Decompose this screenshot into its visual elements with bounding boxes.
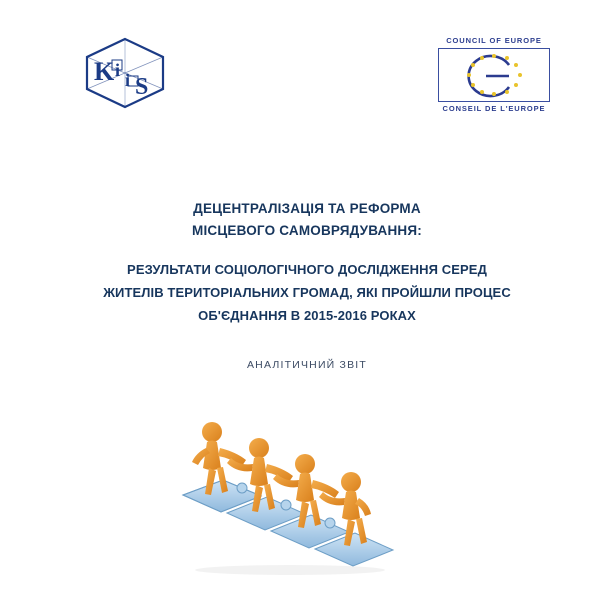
- svg-text:i: i: [115, 60, 121, 80]
- report-type-label: АНАЛІТИЧНИЙ ЗВІТ: [246, 359, 368, 371]
- page-subtitle-line-2: ЖИТЕЛІВ ТЕРИТОРІАЛЬНИХ ГРОМАД, ЯКІ ПРОЙШЛИ ПРОЦЕС: [103, 285, 511, 300]
- cover-title-block: [0, 198, 614, 371]
- page-title-line-1: ДЕЦЕНТРАЛІЗАЦІЯ ТА РЕФОРМА: [193, 201, 421, 216]
- council-of-europe-flag-icon: [438, 48, 550, 102]
- cover-header: [0, 0, 614, 130]
- svg-text:i: i: [125, 70, 131, 90]
- council-of-europe-logo: [438, 36, 550, 112]
- page-title-line-2: МІСЦЕВОГО САМОВРЯДУВАННЯ:: [192, 223, 422, 238]
- coe-top-label: COUNCIL OF EUROPE: [446, 36, 542, 45]
- people-on-puzzle-pieces-illustration: [175, 400, 445, 575]
- page-subtitle-line-1: РЕЗУЛЬТАТИ СОЦІОЛОГІЧНОГО ДОСЛІДЖЕННЯ СЕРЕД: [127, 262, 487, 277]
- page-subtitle-line-3: ОБ'ЄДНАННЯ В 2015-2016 РОКАХ: [198, 308, 416, 323]
- svg-text:S: S: [135, 74, 149, 100]
- svg-text:K: K: [94, 57, 115, 86]
- coe-bottom-label: CONSEIL DE L'EUROPE: [442, 104, 546, 113]
- cover-subtitle-block: [0, 258, 614, 327]
- kiis-logo: [82, 36, 168, 110]
